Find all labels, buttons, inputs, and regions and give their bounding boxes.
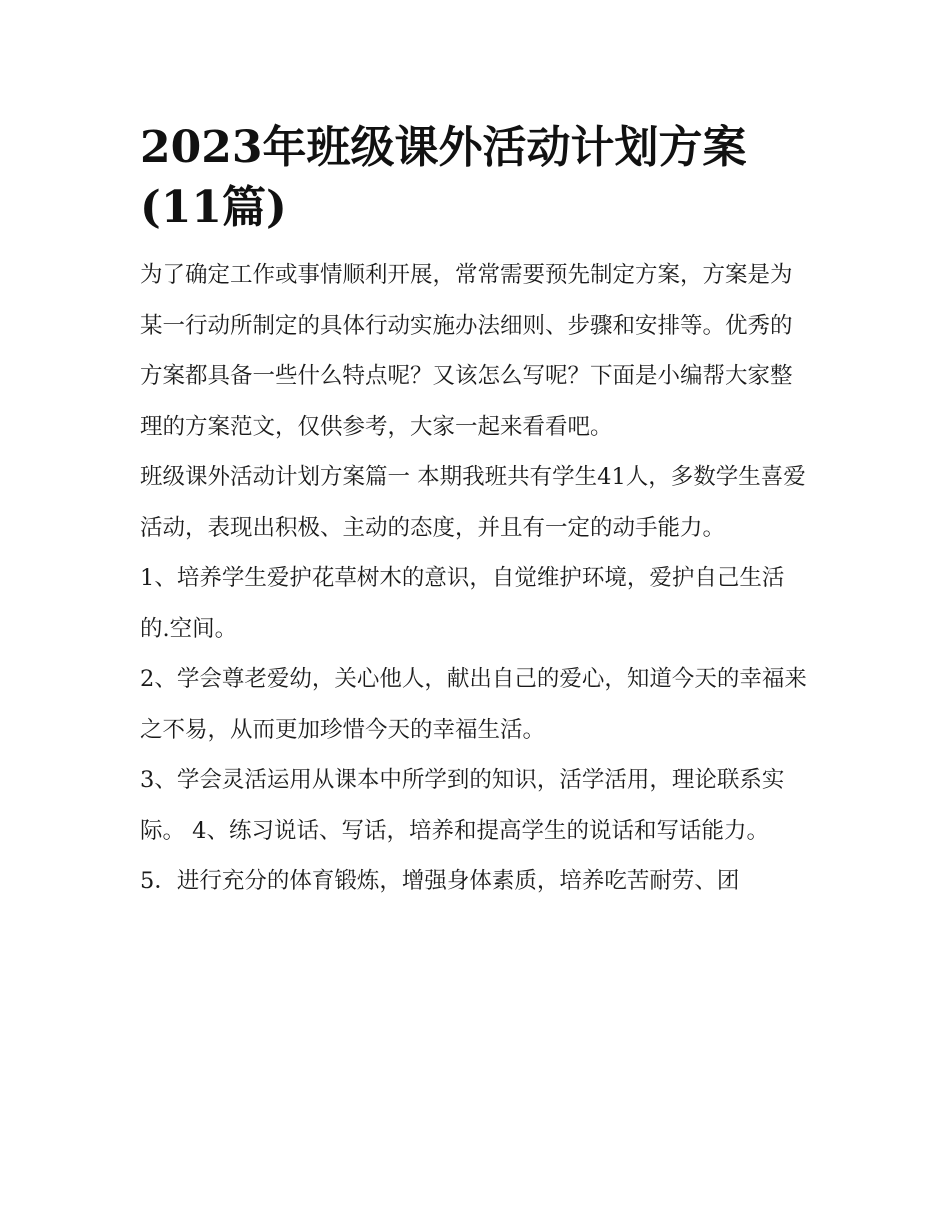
paragraph-item-2: 2、学会尊老爱幼，关心他人，献出自己的爱心，知道今天的幸福来之不易，从而更加珍惜今天的幸福生活。 <box>140 666 807 743</box>
paragraph-item-1: 1、培养学生爱护花草树木的意识，自觉维护环境，爱护自己生活的.空间。 <box>140 565 785 642</box>
paragraph-item-3-4: 3、学会灵活运用从课本中所学到的知识，活学活用，理论联系实际。 4、练习说话、写话，培养和提高学生的说话和写话能力。 <box>140 767 785 844</box>
document-title: 2023年班级课外活动计划方案(11篇) <box>140 122 747 233</box>
paragraph-item-5: 5．进行充分的体育锻炼，增强身体素质，培养吃苦耐劳、团 <box>140 868 740 894</box>
document-body <box>140 118 812 907</box>
paragraph-plan-one: 班级课外活动计划方案篇一 本期我班共有学生41人，多数学生喜爱活动，表现出积极、主动的态度，并且有一定的动手能力。 <box>140 464 806 541</box>
paragraph-intro: 为了确定工作或事情顺利开展，常常需要预先制定方案，方案是为某一行动所制定的具体行动实施办法细则、步骤和安排等。优秀的方案都具备一些什么特点呢？又该怎么写呢？下面是小编帮大家整理的方案范文，仅供参考，大家一起来看看吧。 <box>140 262 793 440</box>
